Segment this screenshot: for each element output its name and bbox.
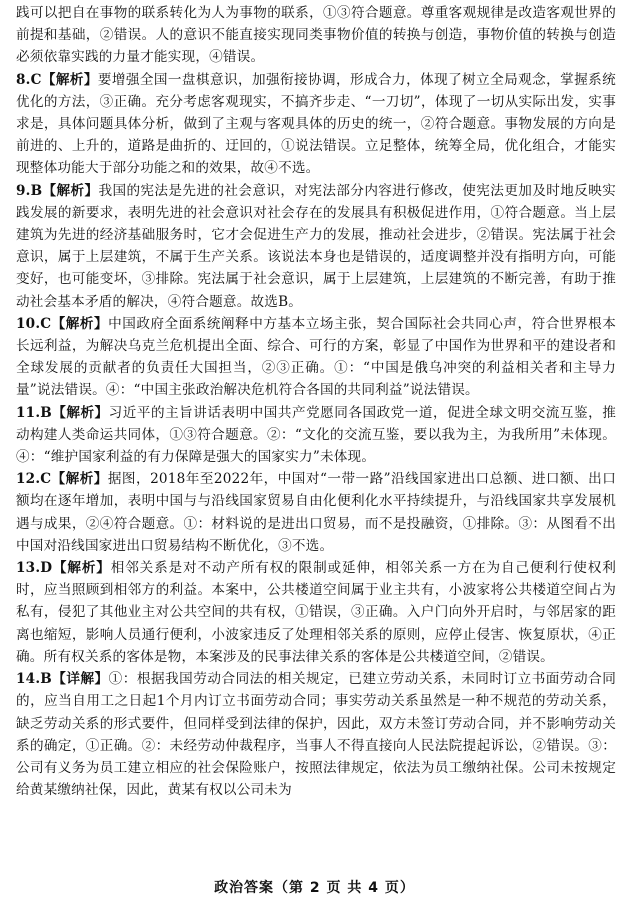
item-text: 据图，2018年至2022年，中国对“一带一路”沿线国家进出口总额、进口额、出口额均在逐年增加，表明中国与与沿线国家贸易自由化便利化水平持续提升，与沿线国家共享发展机遇与成果，②④符合题意。①：材料说的是进出口贸易，而不是投融资，①排除。③：从图看不出中国对沿线国家进出口贸易结构不断优化，③不选。	[16, 471, 616, 554]
item-number: 12.C	[16, 471, 52, 488]
item-text: 我国的宪法是先进的社会意识，对宪法部分内容进行修改，使宪法更加及时地反映实践发展的新要求，表明先进的社会意识对社会存在的发展具有积极促进作用，①符合题意。当上层建筑为先进的经济基础服务时，它才会促进生产力的发展，推动社会进步，②错误。宪法属于社会意识，属于上层建筑，不属于生产关系。该说法本身也是错误的，适度调整并没有指明方向，可能变好，也可能变坏，③排除。宪法属于社会意识，属于上层建筑，上层建筑的不断完善，有助于推动社会基本矛盾的解决，④符合题意。故选B。	[16, 182, 616, 310]
answer-item-9	[16, 180, 616, 313]
item-text: 中国政府全面系统阐释中方基本立场主张，契合国际社会共同心声，符合世界根本长远利益，为解决乌克兰危机提出全面、综合、可行的方案，彰显了中国作为世界和平的建设者和全球发展的贡献者的负责任大国担当，②③正确。①：“中国是俄乌冲突的利益相关者和主导力量”说法错误。④：“中国主张政治解决危机符合各国的共同利益”说法错误。	[16, 315, 616, 399]
item-tag: 【解析】	[51, 471, 108, 488]
item-number: 14.B	[16, 671, 52, 688]
item-text: 要增强全国一盘棋意识，加强衔接协调，形成合力，体现了树立全局观念，掌握系统优化的方法，③正确。充分考虑客观现实，不搞齐步走、“一刀切”，体现了一切从实际出发，实事求是，具体问题具体分析，做到了主观与客观具体的历史的统一，②符合题意。事物发展的方向是前进的、上升的，道路是曲折的、迂回的，①说法错误。立足整体，统筹全局，优化组合，才能实现整体功能大于部分功能之和的效果，故④不选。	[16, 71, 616, 177]
item-text: 习近平的主旨讲话表明中国共产党愿同各国政党一道，促进全球文明交流互鉴，推动构建人类命运共同体，①③符合题意。②：“文化的交流互鉴，要以我为主，为我所用”未体现。④：“维护国家利益的有力保障是强大的国家实力”未体现。	[16, 404, 616, 466]
item-tag: 【解析】	[52, 560, 111, 577]
answer-item-12	[16, 468, 616, 557]
item-tag: 【解析】	[51, 404, 109, 421]
item-tag: 【解析】	[42, 182, 99, 199]
item-number: 10.C	[16, 315, 52, 332]
answer-item-10	[16, 313, 616, 402]
item-text: ①：根据我国劳动合同法的相关规定，已建立劳动关系，未同时订立书面劳动合同的，应当自用工之日起1个月内订立书面劳动合同；事实劳动关系虽然是一种不规范的劳动关系，缺乏劳动关系的形式要件，但同样受到法律的保护，因此，双方未签订劳动合同，并不影响劳动关系的确定，①正确。②：未经劳动仲裁程序，当事人不得直接向人民法院提起诉讼，②错误。③：公司有义务为员工建立相应的社会保险账户，按照法律规定，依法为员工缴纳社保。公司未按规定给黄某缴纳社保，因此，黄某有权以公司未为	[16, 671, 616, 799]
item-tag: 【解析】	[51, 315, 109, 332]
item-text: 相邻关系是对不动产所有权的限制或延伸，相邻关系一方在为自己便利行使权利时，应当照顾到相邻方的利益。本案中，公共楼道空间属于业主共有，小波家将公共楼道空间占为私有，侵犯了其他业主对公共空间的共有权，①错误，③正确。入户门向外开启时，与邻居家的距离也缩短，影响人员通行便利，小波家违反了处理相邻关系的原则，应停止侵害、恢复原状，④正确。所有权关系的客体是物，本案涉及的民事法律关系的客体是公共楼道空间，②错误。	[16, 560, 616, 665]
item-tag: 【详解】	[51, 671, 109, 688]
item-number: 13.D	[16, 560, 53, 577]
answer-item-11	[16, 402, 616, 469]
item-number: 11.B	[16, 404, 52, 421]
answer-item-8	[16, 69, 616, 180]
answer-item-14	[16, 668, 616, 801]
answer-item-13	[16, 557, 616, 668]
intro-paragraph: 践可以把自在事物的联系转化为人为事物的联系，①③符合题意。尊重客观规律是改造客观世界的前提和基础，②错误。人的意识不能直接实现同类事物价值的转换与创造，事物价值的转换与创造必须依靠实践的力量才能实现，④错误。	[16, 5, 616, 66]
page-footer: 政治答案（第 2 页 共 4 页）	[214, 880, 415, 896]
item-number: 9.B	[16, 182, 43, 199]
item-number: 8.C	[16, 71, 42, 88]
item-tag: 【解析】	[41, 71, 98, 88]
answer-page	[16, 2, 616, 872]
